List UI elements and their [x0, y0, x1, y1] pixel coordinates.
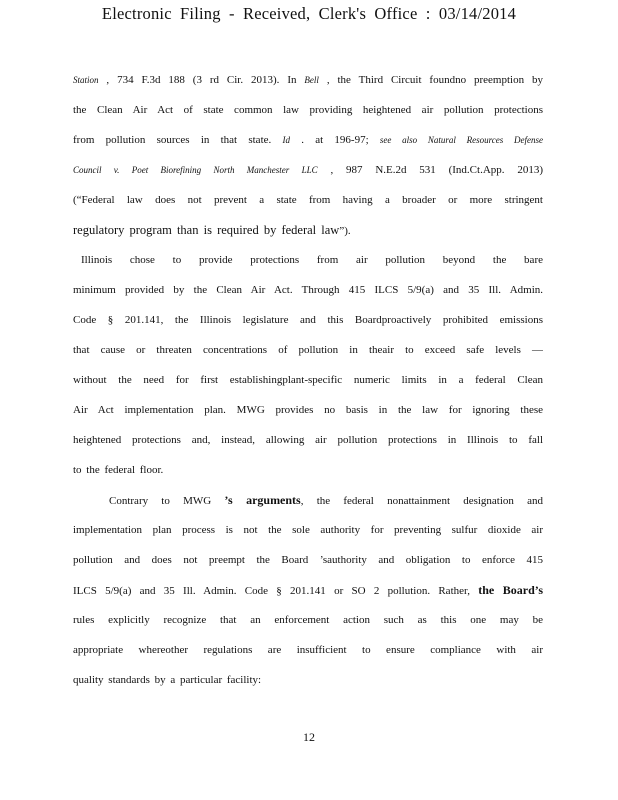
text-line — [73, 581, 543, 611]
text-run: (“Federal law does not prevent a state from having a broader or more stringent — [73, 194, 543, 206]
page-number: 12 — [303, 730, 315, 744]
text-run: pollution and does not preempt the Board ’sauthority and obligation to enforce 415 — [73, 554, 543, 566]
text-run: heightened protections and, instead, allowing air pollution protections in Illinois to fall — [73, 434, 543, 446]
text-run: the Clean Air Act of state common law providing heightened air pollution protections — [73, 104, 543, 116]
text-run: , 734 F.3d 188 (3 rd Cir. 2013). In — [98, 74, 305, 86]
text-run: to the federal floor. — [73, 464, 164, 476]
text-run: rules explicitly recognize that an enforcement action such as this one may be — [73, 614, 543, 626]
text-line — [73, 611, 543, 641]
text-run: Contrary to MWG — [109, 495, 225, 507]
text-run: Code § 201.141, the Illinois legislature and this Boardproactively prohibited emissions — [73, 314, 543, 326]
text-run: Illinois chose to provide protections from air pollution beyond the bare — [81, 254, 543, 266]
text-run: minimum provided by the Clean Air Act. Through 415 ILCS 5/9(a) and 35 Ill. Admin. — [73, 284, 543, 296]
text-run: that cause or threaten concentrations of pollution in theair to exceed safe levels — — [73, 344, 543, 356]
text-run: , 987 N.E.2d 531 (Ind.Ct.App. 2013) — [317, 164, 543, 176]
text-line — [73, 491, 543, 521]
text-run: implementation plan process is not the sole authority for preventing sulfur dioxide air — [73, 524, 543, 536]
text-run: appropriate whereother regulations are insufficient to ensure compliance with air — [73, 644, 543, 656]
text-run: Air Act implementation plan. MWG provides no basis in the law for ignoring these — [73, 404, 543, 416]
text-line — [73, 521, 543, 551]
text-line — [73, 101, 543, 131]
text-run: , the Third Circuit foundno preemption by — [318, 74, 543, 86]
text-line — [73, 251, 543, 281]
text-line — [73, 71, 543, 101]
text-run: without the need for first establishingplant-specific numeric limits in a federal Clean — [73, 374, 543, 386]
text-run: from pollution sources in that state. — [73, 134, 283, 146]
text-line — [73, 191, 543, 221]
text-line — [73, 641, 543, 671]
text-line — [73, 311, 543, 341]
text-line — [73, 131, 543, 161]
text-run: the Board’s — [478, 583, 543, 597]
text-line — [73, 401, 543, 431]
text-run: . at 196-97; — [290, 134, 380, 146]
text-run: Council v. Poet Biorefining North Manchester LLC — [73, 165, 318, 175]
text-line — [73, 431, 543, 461]
text-line — [73, 341, 543, 371]
text-run: Id — [282, 135, 290, 145]
text-line — [73, 461, 543, 491]
text-line — [73, 371, 543, 401]
text-run: ”). — [339, 225, 351, 237]
text-run: ’s arguments — [224, 493, 301, 507]
text-run: ILCS 5/9(a) and 35 Ill. Admin. Code § 201.141 or SO 2 pollution. Rather, — [73, 585, 479, 597]
text-line — [73, 161, 543, 191]
text-line — [73, 281, 543, 311]
text-line — [73, 221, 543, 251]
text-run: Bell — [304, 75, 319, 85]
text-line — [73, 551, 543, 581]
brief-body — [73, 71, 543, 701]
text-run: see also Natural Resources Defense — [379, 135, 543, 145]
text-line — [73, 671, 543, 701]
text-run: regulatory program than is required by federal law — [73, 223, 340, 237]
text-run: Station — [73, 75, 99, 85]
text-run: quality standards by a particular facility: — [73, 674, 262, 686]
text-run: , the federal nonattainment designation and — [300, 495, 543, 507]
filing-stamp-header: Electronic Filing - Received, Clerk's Office : 03/14/2014 — [101, 4, 517, 23]
